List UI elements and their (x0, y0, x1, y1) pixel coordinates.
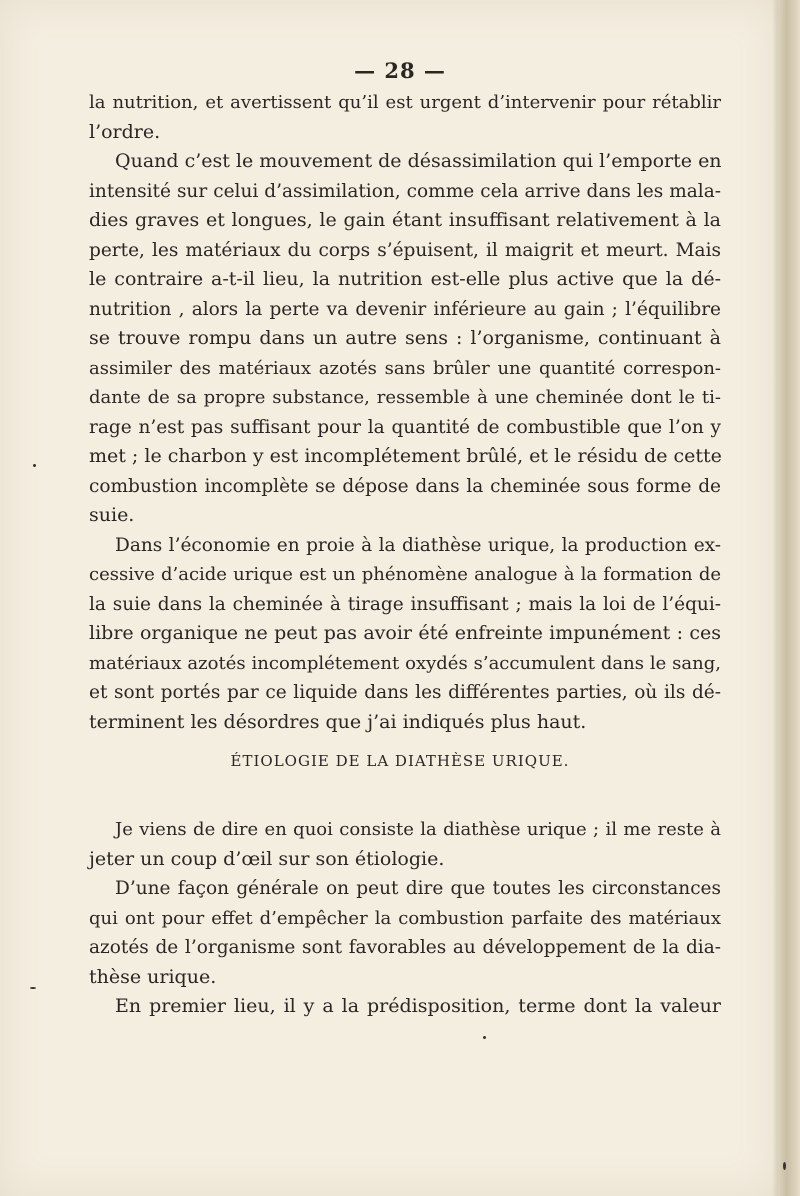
text-line: perte, les matériaux du corps s’épuisent, il maigrit et meurt. Mais (89, 239, 721, 261)
ink-speck (33, 464, 36, 467)
text-line: la suie dans la cheminée à tirage insuffisant ; mais la loi de l’équi- (89, 593, 721, 615)
ink-speck (783, 1162, 786, 1170)
text-line: dies graves et longues, le gain étant insuffisant relativement à la (89, 209, 721, 231)
text-line: Quand c’est le mouvement de désassimilation qui l’emporte en (115, 150, 722, 172)
text-line: et sont portés par ce liquide dans les différentes parties, où ils dé- (89, 682, 721, 703)
text-line: Dans l’économie en proie à la diathèse urique, la production ex- (115, 534, 721, 556)
text-line: qui ont pour effet d’empêcher la combustion parfaite des matériaux (89, 907, 721, 929)
text-line: cessive d’acide urique est un phénomène analogue à la formation de (89, 564, 721, 585)
ink-speck (30, 987, 36, 989)
paragraph-block-2 (89, 815, 721, 1022)
text-line: libre organique ne peut pas avoir été enfreinte impunément : ces (89, 622, 721, 644)
page-edge (778, 0, 800, 1196)
text-line: En premier lieu, il y a la prédisposition, terme dont la valeur (115, 995, 721, 1017)
page-number: — 28 — (354, 58, 446, 83)
text-line: matériaux azotés incomplétement oxydés s’accumulent dans le sang, (89, 652, 721, 674)
text-line: assimiler des matériaux azotés sans brûler une quantité correspon- (89, 357, 721, 379)
text-line: nutrition , alors la perte va devenir inférieure au gain ; l’équilibre (89, 298, 721, 320)
text-line: jeter un coup d’œil sur son étiologie. (89, 847, 445, 870)
text-line: combustion incomplète se dépose dans la cheminée sous forme de (89, 475, 721, 497)
text-line: le contraire a-t-il lieu, la nutrition est-elle plus active que la dé- (89, 268, 721, 290)
text-line: intensité sur celui d’assimilation, comme cela arrive dans les mala- (89, 180, 721, 202)
text-line: suie. (89, 504, 135, 526)
section-heading: ÉTIOLOGIE DE LA DIATHÈSE URIQUE. (230, 752, 570, 770)
text-line: thèse urique. (89, 965, 217, 988)
text-line: se trouve rompu dans un autre sens : l’organisme, continuant à (89, 327, 721, 349)
text-line: D’une façon générale on peut dire que toutes les circonstances (115, 878, 721, 899)
text-line: la nutrition, et avertissent qu’il est urgent d’intervenir pour rétablir (89, 92, 721, 113)
text-line: azotés de l’organisme sont favorables au développement de la dia- (89, 937, 721, 958)
text-line: terminent les désordres que j’ai indiqués plus haut. (89, 710, 587, 733)
text-line: Je viens de dire en quoi consiste la diathèse urique ; il me reste à (115, 819, 721, 840)
ink-speck (483, 1036, 486, 1039)
paragraph-block-1 (89, 88, 721, 737)
text-line: l’ordre. (89, 120, 161, 143)
text-line: dante de sa propre substance, ressemble à une cheminée dont le ti- (89, 387, 721, 408)
text-line: rage n’est pas suffisant pour la quantité de combustible que l’on y (89, 416, 721, 438)
text-line: met ; le charbon y est incomplétement brûlé, et le résidu de cette (89, 445, 722, 467)
